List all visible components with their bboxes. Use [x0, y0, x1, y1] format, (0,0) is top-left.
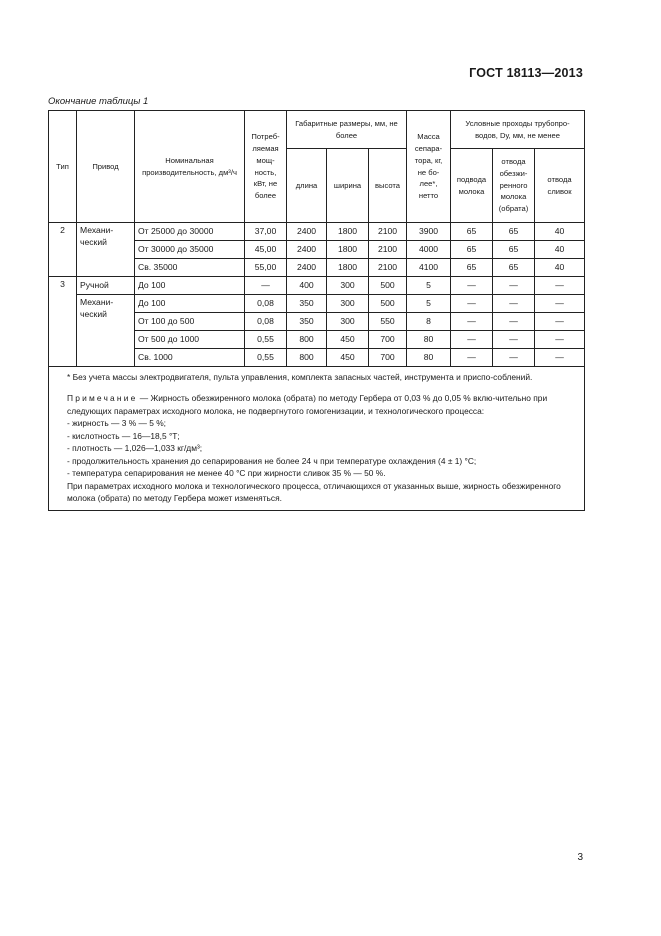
cell-length: 2400 — [287, 223, 327, 241]
notes-cell — [49, 367, 585, 511]
cell-mass: 3900 — [407, 223, 451, 241]
cell-mass: 5 — [407, 295, 451, 313]
cell-width: 300 — [327, 313, 369, 331]
cell-height: 2100 — [369, 241, 407, 259]
table-row — [49, 277, 585, 295]
cell-width: 1800 — [327, 259, 369, 277]
cell-pipe-skim: — — [493, 349, 535, 367]
cell-length: 350 — [287, 313, 327, 331]
cell-capacity: До 100 — [135, 295, 245, 313]
header-pipe-in: подвода молока — [451, 149, 493, 223]
cell-type: 3 — [49, 277, 77, 367]
cell-mass: 8 — [407, 313, 451, 331]
standard-number: ГОСТ 18113—2013 — [469, 66, 583, 80]
cell-power: 37,00 — [245, 223, 287, 241]
cell-drive: Механи-ческий — [77, 295, 135, 367]
cell-capacity: От 25000 до 30000 — [135, 223, 245, 241]
cell-length: 800 — [287, 331, 327, 349]
cell-pipe-skim: — — [493, 313, 535, 331]
cell-mass: 80 — [407, 331, 451, 349]
cell-width: 300 — [327, 277, 369, 295]
cell-pipe-in: — — [451, 313, 493, 331]
header-length: длина — [287, 149, 327, 223]
cell-width: 1800 — [327, 241, 369, 259]
header-height: высота — [369, 149, 407, 223]
cell-pipe-in: — — [451, 295, 493, 313]
table-caption: Окончание таблицы 1 — [48, 96, 149, 107]
note-item: - кислотность — 16—18,5 °Т; — [67, 430, 180, 441]
cell-length: 350 — [287, 295, 327, 313]
cell-capacity: От 100 до 500 — [135, 313, 245, 331]
cell-pipe-in: — — [451, 331, 493, 349]
cell-height: 700 — [369, 349, 407, 367]
page-number: 3 — [577, 852, 583, 863]
cell-power: 0,55 — [245, 349, 287, 367]
cell-capacity: Св. 35000 — [135, 259, 245, 277]
cell-drive: Механи-ческий — [77, 223, 135, 277]
cell-pipe-in: — — [451, 349, 493, 367]
note-item: - продолжительность хранения до сепарирования не более 24 ч при температуре охлаждения (4 ± 1) °С; — [67, 455, 477, 466]
header-width: ширина — [327, 149, 369, 223]
cell-pipe-skim: — — [493, 277, 535, 295]
cell-type: 2 — [49, 223, 77, 277]
notes-row — [49, 367, 585, 511]
cell-length: 400 — [287, 277, 327, 295]
note-closing: При параметрах исходного молока и технологического процесса, отличающихся от указанных выше, жирность обезжиренного молока (обрата) по методу Гербера может изменяться. — [67, 480, 561, 503]
note-text: — Жирность обезжиренного молока (обрата) по методу Гербера от 0,03 % до 0,05 % вклю-чительно при следующих параметрах исходного молока, не подвергнутого гомогенизации, и технологического процесса: — [67, 393, 548, 416]
cell-pipe-cream: — — [535, 277, 585, 295]
cell-height: 500 — [369, 295, 407, 313]
cell-height: 2100 — [369, 259, 407, 277]
footnote: * Без учета массы электродвигателя, пульта управления, комплекта запасных частей, инструмента и приспо-соблений. — [67, 372, 533, 382]
header-drive: Привод — [77, 111, 135, 223]
table-row — [49, 223, 585, 241]
cell-width: 1800 — [327, 223, 369, 241]
specifications-table — [48, 110, 585, 511]
note-paragraph — [55, 392, 578, 417]
cell-width: 450 — [327, 349, 369, 367]
cell-pipe-cream: — — [535, 331, 585, 349]
cell-power: — — [245, 277, 287, 295]
cell-power: 0,08 — [245, 295, 287, 313]
cell-width: 450 — [327, 331, 369, 349]
header-capacity: Номинальная производительность, дм³/ч — [135, 111, 245, 223]
cell-length: 2400 — [287, 241, 327, 259]
header-dimensions: Габаритные размеры, мм, не более — [287, 111, 407, 149]
cell-pipe-in: 65 — [451, 223, 493, 241]
cell-pipe-skim: 65 — [493, 241, 535, 259]
cell-mass: 5 — [407, 277, 451, 295]
header-mass: Масса сепара-тора, кг, не бо-лее*, нетто — [407, 111, 451, 223]
cell-pipe-in: 65 — [451, 241, 493, 259]
cell-pipe-in: — — [451, 277, 493, 295]
cell-pipe-cream: 40 — [535, 259, 585, 277]
cell-mass: 4000 — [407, 241, 451, 259]
cell-pipe-skim: 65 — [493, 223, 535, 241]
cell-drive: Ручной — [77, 277, 135, 295]
cell-pipe-in: 65 — [451, 259, 493, 277]
cell-height: 550 — [369, 313, 407, 331]
cell-capacity: До 100 — [135, 277, 245, 295]
cell-capacity: От 500 до 1000 — [135, 331, 245, 349]
header-pipes: Условные проходы трубопро-водов, Dу, мм, не менее — [451, 111, 585, 149]
cell-width: 300 — [327, 295, 369, 313]
note-item: - жирность — 3 % — 5 %; — [67, 418, 166, 429]
cell-length: 2400 — [287, 259, 327, 277]
cell-pipe-cream: — — [535, 295, 585, 313]
cell-pipe-cream: — — [535, 313, 585, 331]
cell-mass: 4100 — [407, 259, 451, 277]
note-item: - температура сепарирования не менее 40 °С при жирности сливок 35 % — 50 %. — [67, 468, 386, 479]
note-label: Примечание — [67, 393, 138, 404]
cell-pipe-skim: 65 — [493, 259, 535, 277]
cell-height: 2100 — [369, 223, 407, 241]
table-row — [49, 295, 585, 313]
cell-mass: 80 — [407, 349, 451, 367]
cell-height: 500 — [369, 277, 407, 295]
cell-capacity: От 30000 до 35000 — [135, 241, 245, 259]
header-type: Тип — [49, 111, 77, 223]
note-item: - плотность — 1,026—1,033 кг/дм³; — [67, 443, 203, 454]
cell-capacity: Св. 1000 — [135, 349, 245, 367]
cell-power: 0,08 — [245, 313, 287, 331]
header-power: Потреб-ляемая мощ-ность, кВт, не более — [245, 111, 287, 223]
header-pipe-cream: отвода сливок — [535, 149, 585, 223]
header-pipe-skim: отвода обезжи-ренного молока (обрата) — [493, 149, 535, 223]
cell-power: 45,00 — [245, 241, 287, 259]
cell-pipe-cream: 40 — [535, 223, 585, 241]
cell-power: 55,00 — [245, 259, 287, 277]
cell-pipe-skim: — — [493, 331, 535, 349]
cell-pipe-skim: — — [493, 295, 535, 313]
cell-pipe-cream: — — [535, 349, 585, 367]
cell-length: 800 — [287, 349, 327, 367]
cell-power: 0,55 — [245, 331, 287, 349]
cell-height: 700 — [369, 331, 407, 349]
cell-pipe-cream: 40 — [535, 241, 585, 259]
